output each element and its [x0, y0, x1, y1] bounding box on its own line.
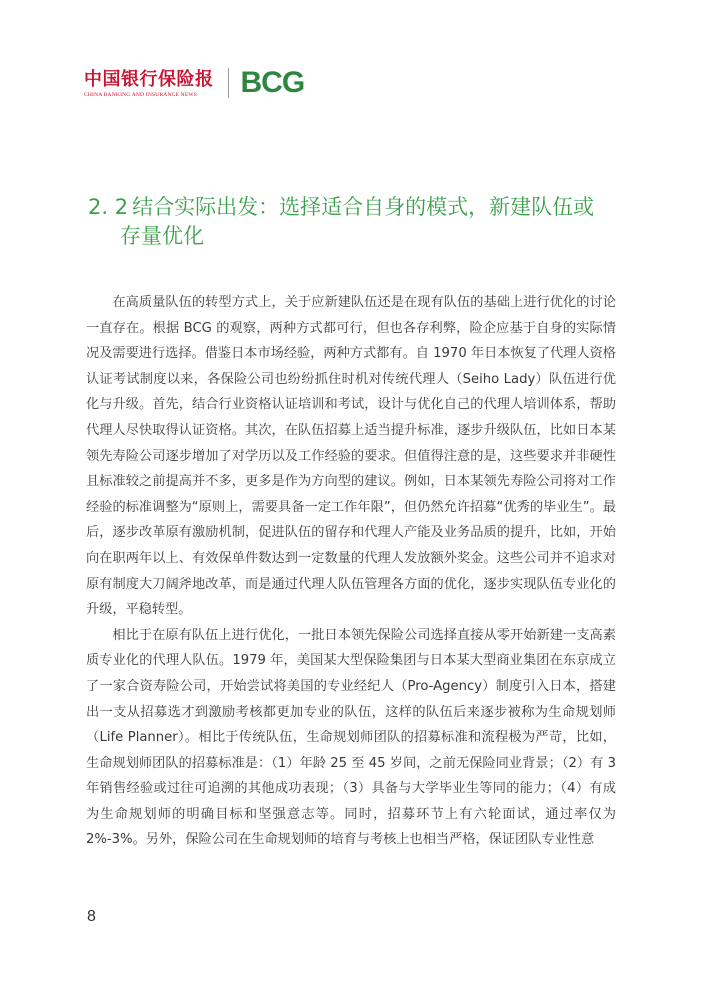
- section-title: [88, 193, 648, 251]
- page-header: [84, 68, 304, 98]
- section-number: 2. 2: [88, 195, 129, 219]
- logo-divider: [228, 68, 229, 98]
- cbi-logo-english: CHINA BANKING AND INSURANCE NEWS: [84, 91, 198, 98]
- paragraph-1: 在高质量队伍的转型方式上，关于应新建队伍还是在现有队伍的基础上进行优化的讨论一直存在。根据 BCG 的观察，两种方式都可行，但也各存利弊，险企应基于自身的实际情况及需要进行选择。借鉴日本市场经验，两种方式都有。自 1970 年日本恢复了代理人资格认证考试制度以来，各保险公司也纷纷抓住时机对传统代理人（Seiho Lady）队伍进行优化与升级。首先，结合行业资格认证培训和考试，设计与优化自己的代理人培训体系，帮助代理人尽快取得认证资格。其次，在队伍招募上适当提升标准，逐步升级队伍，比如日本某领先寿险公司逐步增加了对学历以及工作经验的要求。但值得注意的是，这些要求并非硬性且标准较之前提高并不多，更多是作为方向型的建议。例如，日本某领先寿险公司将对工作经验的标准调整为“原则上，需要具备一定工作年限”，但仍然允许招募“优秀的毕业生”。最后，逐步改革原有激励机制，促进队伍的留存和代理人产能及业务品质的提升，比如，开始向在职两年以上、有效保单件数达到一定数量的代理人发放额外奖金。这些公司并不追求对原有制度大刀阔斧地改革，而是通过代理人队伍管理各方面的优化，逐步实现队伍专业化的升级，平稳转型。: [86, 295, 616, 618]
- paragraph-2: 相比于在原有队伍上进行优化，一批日本领先保险公司选择直接从零开始新建一支高素质专业化的代理人队伍。1979 年，美国某大型保险集团与日本某大型商业集团在东京成立了一家合资寿险公司，开始尝试将美国的专业经纪人（Pro-Agency）制度引入日本，搭建出一支从招募选才到激励考核都更加专业的队伍，这样的队伍后来逐步被称为生命规划师（Life Planner）。相比于传统队伍，生命规划师团队的招募标准和流程极为严苛，比如，生命规划师团队的招募标准是：（1）年龄 25 至 45 岁间，之前无保险同业背景；（2）有 3 年销售经验或过往可追溯的其他成功表现；（3）具备与大学毕业生等同的能力；（4）有成为生命规划师的明确目标和坚强意志等。同时，招募环节上有六轮面试，通过率仅为 2%-3%。另外，保险公司在生命规划师的培育与考核上也相当严格，保证团队专业性意: [86, 627, 616, 848]
- section-title-line2: 存量优化: [120, 224, 204, 248]
- cbi-logo-chinese: 中国银行保险报: [84, 68, 214, 90]
- section-title-line1: [88, 193, 648, 222]
- page-number: 8: [87, 908, 96, 925]
- body-text: [86, 290, 616, 853]
- section-title-text1: 结合实际出发：选择适合自身的模式，新建队伍或: [132, 195, 595, 219]
- bcg-logo: BCG: [240, 66, 305, 99]
- cbi-logo: [84, 69, 214, 98]
